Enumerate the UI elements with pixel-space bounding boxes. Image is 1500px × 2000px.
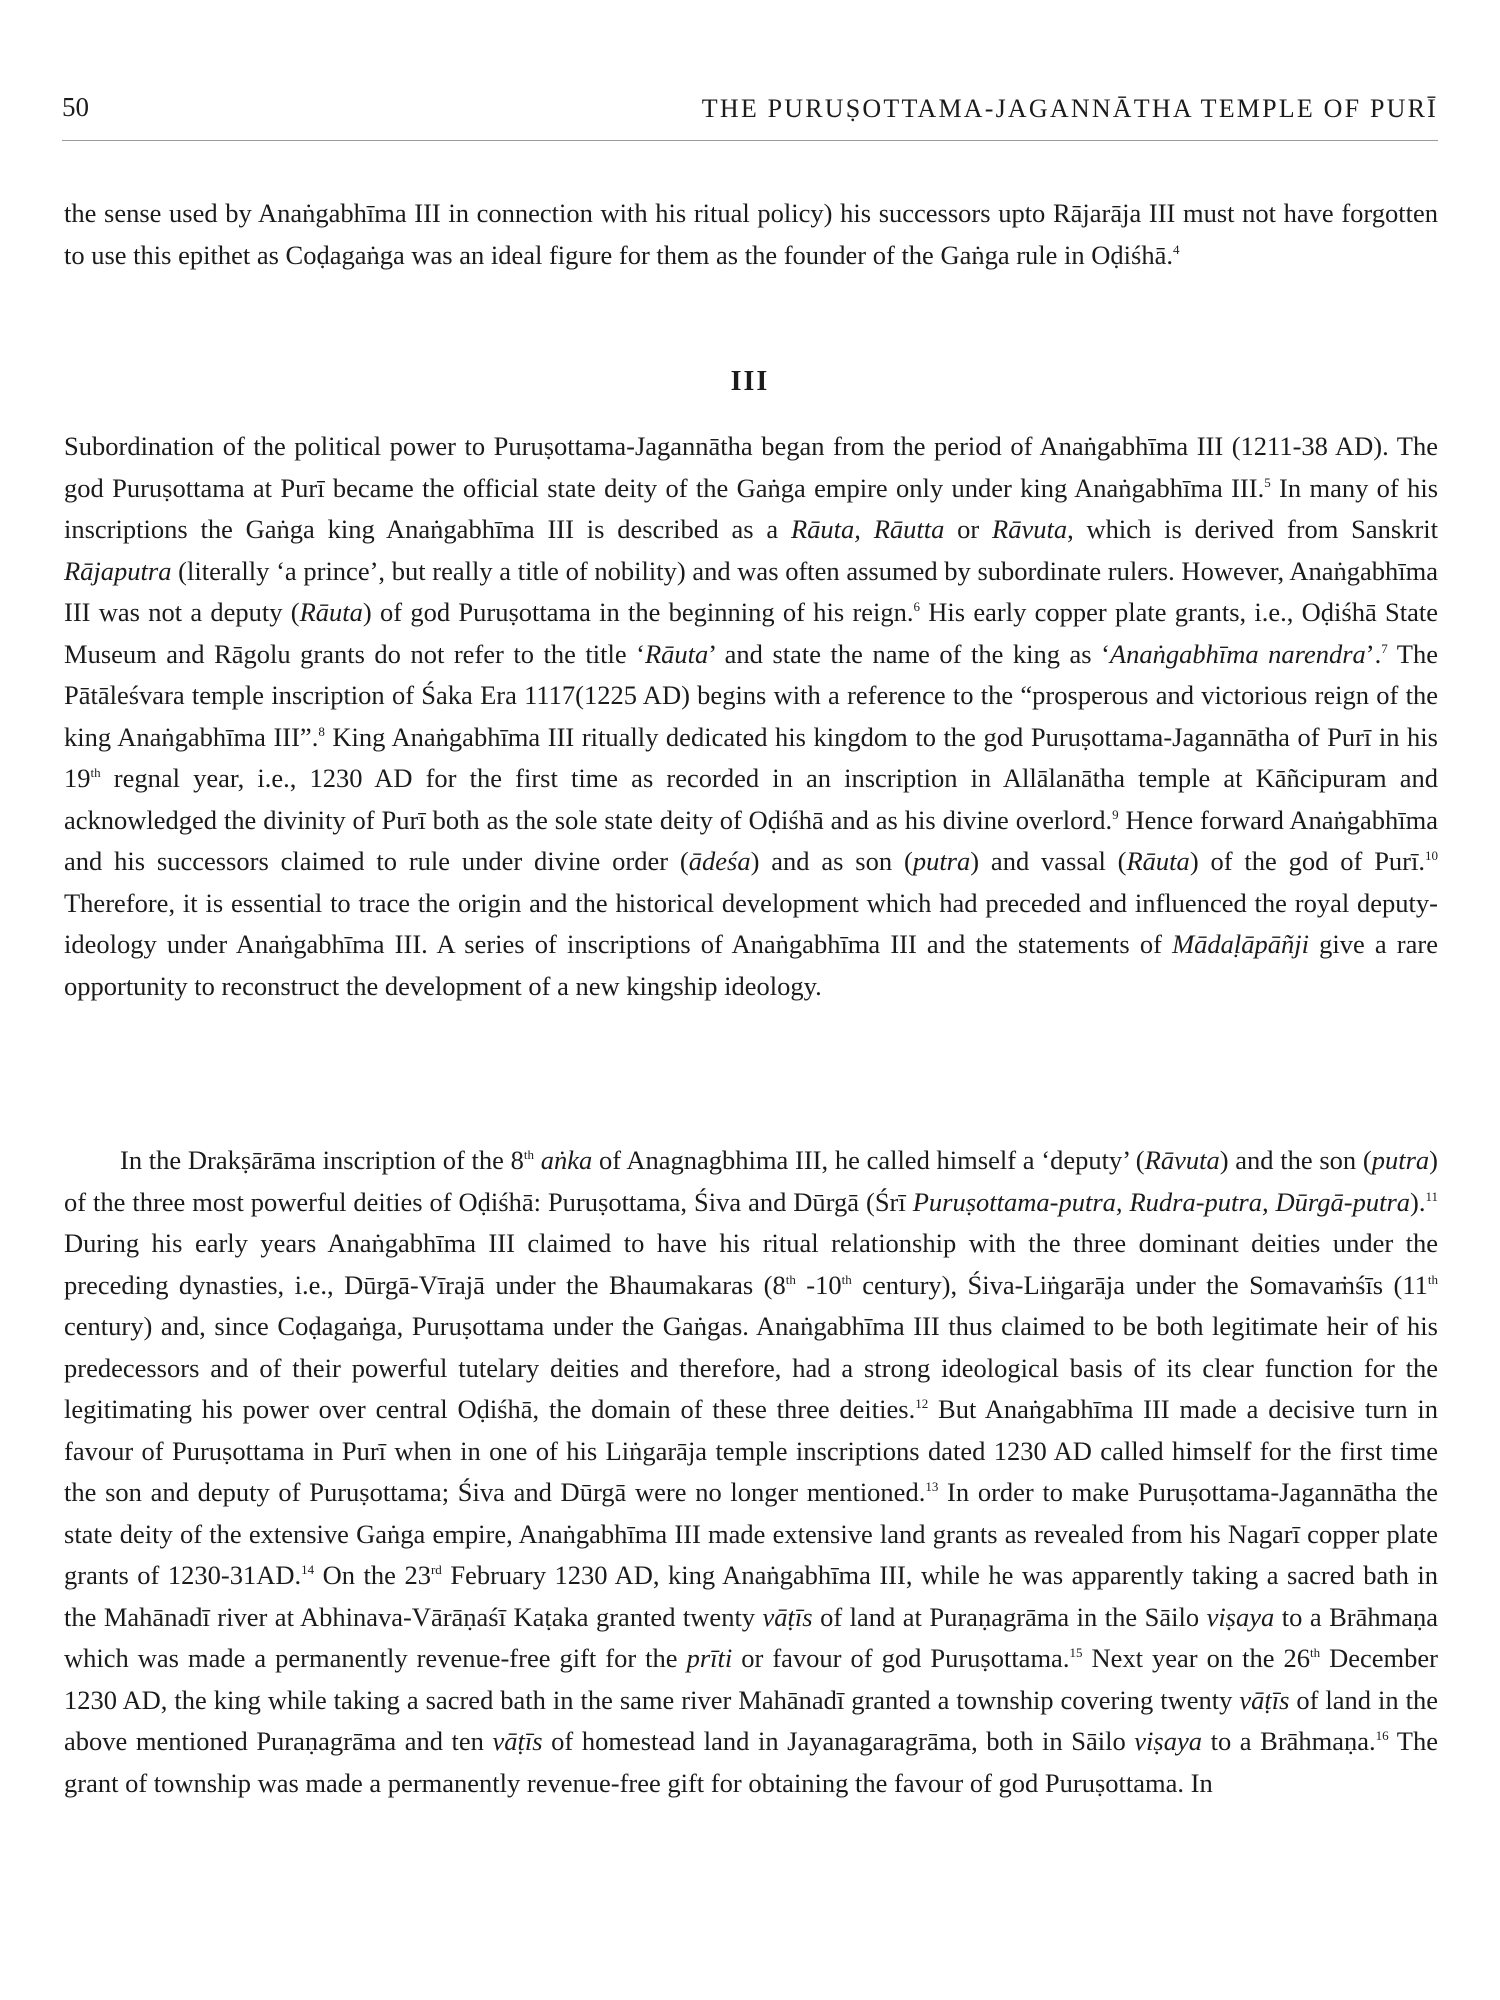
footnote-ref: 15: [1069, 1645, 1083, 1660]
text-run: ’.: [1365, 638, 1382, 669]
text-run: On the 23: [314, 1560, 431, 1590]
ordinal-suffix: th: [785, 1271, 796, 1287]
italic-term: Anaṅgabhīma narendra: [1109, 638, 1366, 669]
text-run: of Anagnagbhima III, he called himself a ‘deputy’ (: [592, 1145, 1145, 1175]
text-run: ) and as son (: [750, 846, 913, 876]
text-run: ) of the three most powerful deities of Oḍiśhā: Puruṣottama, Śiva and Dūrgā (Śrī: [64, 1145, 1438, 1217]
text-run: ) and vassal (: [970, 846, 1127, 876]
text-run: , which is derived from Sanskrit: [1067, 514, 1438, 544]
section-heading: III: [730, 366, 770, 397]
text-run: regnal year, i.e., 1230 AD for the first time as recorded in an inscription in Allālanātha temple at Kāñcipuram and acknowledged the divinity of Purī both as the sole state deity of Oḍiśhā and as his divine overlord.: [64, 763, 1438, 835]
text-run: the sense used by Anaṅgabhīma III in connection with his ritual policy) his successors upto Rājarāja III must not have forgotten to use this epithet as Coḍagaṅga was an ideal figure for them as the founder of the Gaṅga rule in Oḍiśhā.: [64, 198, 1438, 270]
ordinal-suffix: th: [523, 1147, 535, 1162]
footnote-ref: 11: [1425, 1188, 1438, 1204]
running-title: THE PURUṢOTTAMA-JAGANNĀTHA TEMPLE OF PURĪ: [701, 94, 1438, 123]
text-run: His early copper plate grants, i.e., Oḍiśhā State Museum and Rāgolu grants do not refer to the title ‘: [64, 597, 1438, 669]
italic-term: prīti: [686, 1643, 733, 1673]
italic-term: Rāuta: [644, 638, 709, 669]
footnote-ref: 10: [1425, 848, 1438, 863]
italic-term: viṣaya: [1134, 1726, 1202, 1756]
text-run: February 1230 AD, king Anaṅgabhīma III, while he was apparently taking a sacred bath in the Mahānadī river at Abhinava-Vārāṇaśī Kaṭaka granted twenty: [64, 1560, 1439, 1632]
text-run: In order to make Puruṣottama-Jagannātha the state deity of the extensive Gaṅga empire, Anaṅgabhīma III made extensive land grants as revealed from his Nagarī copper plate grants of 1230-31AD.: [64, 1477, 1438, 1590]
text-run: or favour of god Puruṣottama.: [732, 1643, 1070, 1673]
text-run: But Anaṅgabhīma III made a decisive turn in favour of Puruṣottama in Purī when in one of his Liṅgarāja temple inscriptions dated 1230 AD called himself for the first time the son and deputy of Puruṣottama; Śiva and Dūrgā were no longer mentioned.: [64, 1394, 1438, 1507]
footnote-ref: 5: [1264, 474, 1271, 490]
italic-term: vāṭīs: [762, 1601, 813, 1632]
footnote-ref: 4: [1173, 241, 1180, 257]
italic-term: vāṭīs: [492, 1726, 543, 1756]
footnote-ref: 9: [1112, 806, 1119, 822]
text-run: Therefore, it is essential to trace the origin and the historical development which had preceded and influenced the royal deputy-ideology under Anaṅgabhīma III. A series of inscriptions of Anaṅgabhīma III and the statements of: [64, 887, 1438, 959]
text-run: ) and the son (: [1219, 1145, 1372, 1175]
text-run: of land at Puraṇagrāma in the Sāilo: [812, 1601, 1207, 1632]
text-run: Next year on the 26: [1082, 1643, 1310, 1673]
text-run: ) of the god of Purī.: [1189, 846, 1425, 876]
text-run: The Pātāleśvara temple inscription of Śaka Era 1117(1225 AD) begins with a reference to the “prosperous and victorious reign of the king Anaṅgabhīma III”.: [64, 638, 1438, 752]
italic-term: Mādaḷāpāñji: [1172, 929, 1309, 959]
ordinal-suffix: th: [90, 765, 101, 780]
text-run: -10: [795, 1269, 842, 1300]
italic-term: ādeśa: [688, 846, 751, 876]
ordinal-suffix: rd: [430, 1562, 442, 1577]
footnote-ref: 13: [925, 1479, 939, 1494]
text-run: In many of his inscriptions the Gaṅga king Anaṅgabhīma III is described as a: [64, 472, 1439, 544]
text-run: of homestead land in Jayanagaragrāma, both in Sāilo: [542, 1726, 1135, 1756]
footnote-ref: 8: [318, 723, 325, 739]
italic-term: Rāuta: [1126, 846, 1190, 876]
italic-term: vāṭīs: [1239, 1684, 1290, 1715]
running-header: [62, 92, 1438, 136]
text-run: give a rare opportunity to reconstruct the development of a new kingship ideology.: [64, 929, 1438, 1001]
text-run: December 1230 AD, the king while taking a sacred bath in the same river Mahānadī granted a township covering twenty: [64, 1643, 1438, 1715]
text-run: ) of god Puruṣottama in the beginning of his reign.: [362, 597, 914, 627]
text-run: The grant of township was made a permanently revenue-free gift for obtaining the favour of god Puruṣottama. In: [64, 1726, 1438, 1798]
page-number: 50: [62, 92, 89, 122]
footnote-ref: 16: [1375, 1728, 1389, 1743]
ordinal-suffix: th: [841, 1271, 852, 1287]
paragraph-subordination: [64, 426, 1438, 1007]
italic-term: Rāvuta: [992, 514, 1068, 544]
text-run: Subordination of the political power to Puruṣottama-Jagannātha began from the period of Anaṅgabhīma III (1211-38 AD). The god Puruṣottama at Purī became the official state deity of the Gaṅga empire only under king Anaṅgabhīma III.: [64, 431, 1438, 503]
italic-term: Rāuta, Rāutta: [790, 514, 945, 544]
text-run: King Anaṅgabhīma III ritually dedicated his kingdom to the god Puruṣottama-Jagannātha of Purī in his 19: [64, 721, 1438, 793]
italic-term: viṣaya: [1206, 1601, 1275, 1632]
italic-term: putra: [1371, 1145, 1430, 1175]
ordinal-suffix: th: [1309, 1645, 1321, 1660]
italic-term: aṅka: [540, 1145, 593, 1175]
text-run: to a Brāhmaṇa which was made a permanently revenue-free gift for the: [64, 1601, 1438, 1673]
text-run: During his early years Anaṅgabhīma III claimed to have his ritual relationship with the three dominant deities under the preceding dynasties, i.e., Dūrgā-Vīrajā under the Bhaumakaras (8: [64, 1228, 1438, 1300]
footnote-ref: 14: [301, 1562, 315, 1577]
text-run: century), Śiva-Liṅgarāja under the Somavaṁśīs (11: [851, 1269, 1428, 1300]
ordinal-suffix: th: [1427, 1271, 1438, 1287]
italic-term: putra: [912, 846, 971, 876]
italic-term: Rājaputra: [64, 555, 172, 586]
text-run: century) and, since Coḍagaṅga, Puruṣottama under the Gaṅgas. Anaṅgabhīma III thus claimed to be both legitimate heir of his predecessors and of their powerful tutelary deities and therefore, had a strong ideological basis of its clear function for the legitimating his power over central Oḍiśhā, the domain of these three deities.: [64, 1311, 1438, 1424]
footnote-ref: 12: [915, 1396, 929, 1411]
italic-term: Puruṣottama-putra, Rudra-putra, Dūrgā-putra: [912, 1186, 1411, 1217]
text-run: In the Drakṣārāma inscription of the 8: [120, 1145, 524, 1175]
paragraph-continuation: [64, 193, 1438, 276]
text-run: [534, 1145, 541, 1175]
footnote-ref: 6: [913, 599, 921, 614]
italic-term: Rāuta: [299, 597, 363, 627]
text-run: ).: [1410, 1186, 1426, 1217]
text-run: Hence forward Anaṅgabhīma and his successors claimed to rule under divine order (: [64, 804, 1439, 876]
text-run: or: [944, 514, 993, 544]
italic-term: Rāvuta: [1144, 1145, 1220, 1175]
paragraph-draksharama: [64, 1140, 1438, 1804]
text-run: to a Brāhmaṇa.: [1202, 1726, 1376, 1756]
text-run: (literally ‘a prince’, but really a title of nobility) and was often assumed by subordinate rulers. However, Anaṅgabhīma III was not a deputy (: [64, 555, 1438, 627]
footnote-ref: 7: [1381, 640, 1388, 656]
header-rule: [62, 140, 1438, 141]
text-run: of land in the above mentioned Puraṇagrāma and ten: [64, 1684, 1438, 1756]
text-run: ’ and state the name of the king as ‘: [708, 638, 1110, 669]
